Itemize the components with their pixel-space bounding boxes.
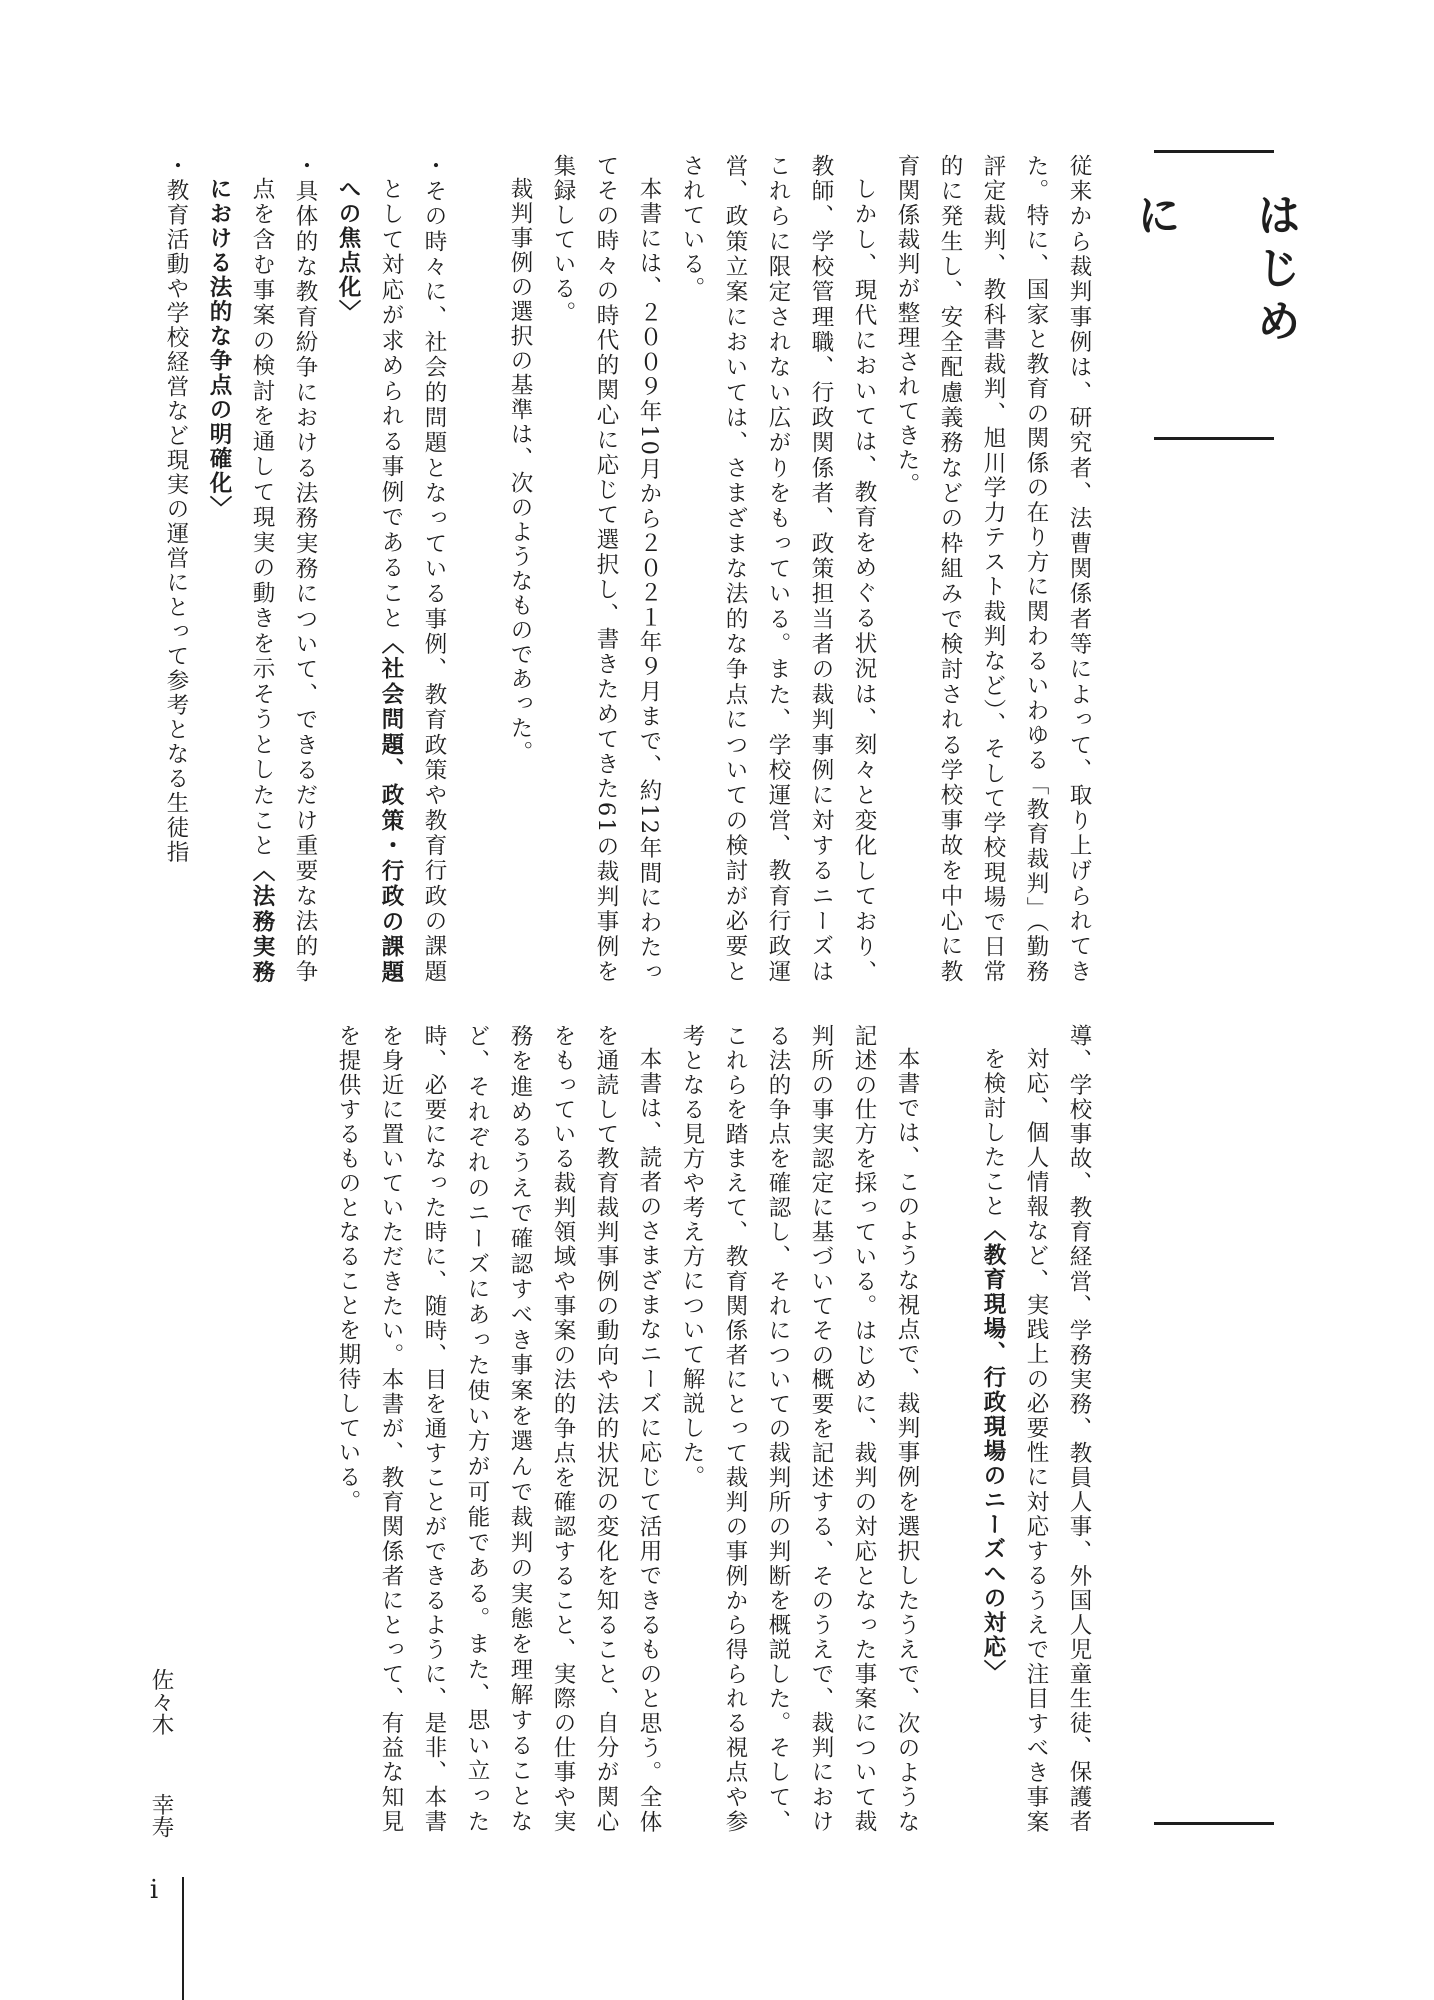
bold-summary: 〈法務実務における法的な争点の明確化〉 xyxy=(206,176,275,985)
upper-text-block xyxy=(142,154,1100,984)
paragraph xyxy=(326,1024,670,1834)
page-number-rule xyxy=(182,1877,184,2000)
paragraph-text: 導、学校事故、教育経営、学務実務、教員人事、外国人児童生徒、保護者対応、個人情報など、実践上の必要性に対応するうえで注目すべき事案を検討したこと xyxy=(980,1024,1092,1834)
title-rule-top xyxy=(1154,150,1274,153)
page-number: i xyxy=(149,1875,159,1905)
bold-summary: 〈社会問題、政策・行政の課題への焦点化〉 xyxy=(335,176,404,985)
paragraph xyxy=(498,154,541,984)
paragraph-text: 本書では、このような視点で、裁判事例を選択したうえで、次のような記述の仕方を採っている。はじめに、裁判の対応となった事案について裁判所の事実認定に基づいてその概要を記述する、そのうえで、裁判における法的争点を確認し、それについての裁判所の判断を概説した。そして、これらを踏まえて、教育関係者にとって裁判の事例から得られる視点や参考となる見方や考え方について解説した。 xyxy=(679,1024,920,1834)
bullet-item xyxy=(154,154,197,984)
paragraph-text: ・教育活動や学校経営など現実の運営にとって参考となる生徒指 xyxy=(163,154,189,865)
paragraph-text: 裁判事例の選択の基準は、次のようなものであった。 xyxy=(507,176,533,765)
paragraph xyxy=(670,1024,928,1834)
bullet-item xyxy=(971,1024,1100,1834)
paragraph-text: 従来から裁判事例は、研究者、法曹関係者等によって、取り上げられてきた。特に、国家と教育の関係の在り方に関わるいわゆる「教育裁判」（勤務評定裁判、教科書裁判、旭川学力テスト裁判など）、そして学校現場で日常的に発生し、安全配慮義務などの枠組みで検討される学校事故を中心に教育関係裁判が整理されてきた。 xyxy=(894,154,1092,984)
footer-rule xyxy=(1154,1822,1274,1825)
blank-line xyxy=(928,1024,971,1834)
paragraph-text: しかし、現代においては、教育をめぐる状況は、刻々と変化しており、教師、学校管理職、行政関係者、政策担当者の裁判事例に対するニーズはこれらに限定されない広がりをもっている。また、学校運営、教育行政運営、政策立案においては、さまざまな法的な争点についての検討が必要とされている。 xyxy=(679,154,877,984)
page-title: はじめに xyxy=(1129,192,1300,351)
bold-summary: 〈教育現場、行政現場のニーズへの対応〉 xyxy=(980,1218,1006,1684)
paragraph-text: 本書には、２００９年10月から２０２１年９月まで、約12年間にわたってその時々の時代的関心に応じて選択し、書きためてきた61の裁判事例を集録している。 xyxy=(550,154,662,984)
bullet-item xyxy=(197,154,326,984)
paragraph-text: ・具体的な教育紛争における法務実務について、できるだけ重要な法的争点を含む事案の検討を通して現実の動きを示そうとしたこと xyxy=(249,154,318,984)
title-rule-bottom xyxy=(1154,437,1274,440)
heading-area xyxy=(1129,150,1300,450)
lower-text-block xyxy=(185,1024,1100,1834)
author-given-name: 幸寿 xyxy=(148,1793,174,1838)
paragraph xyxy=(885,154,1100,984)
author-family-name: 佐々木 xyxy=(148,1668,174,1736)
author-signature xyxy=(141,1668,181,1838)
paragraph xyxy=(541,154,670,984)
bullet-item xyxy=(326,154,455,984)
paragraph-text: ・その時々に、社会的問題となっている事例、教育政策や教育行政の課題として対応が求められる事例であること xyxy=(378,154,447,984)
paragraph-text: 本書は、読者のさまざまなニーズに応じて活用できるものと思う。全体を通読して教育裁判事例の動向や法的状況の変化を知ること、自分が関心をもっている裁判領域や事案の法的争点を確認すること、実際の仕事や実務を進めるうえで確認すべき事案を選んで裁判の実態を理解することなど、それぞれのニーズにあった使い方が可能である。また、思い立った時、必要になった時に、随時、目を通すことができるように、是非、本書を身近に置いていただきたい。本書が、教育関係者にとって、有益な知見を提供するものとなることを期待している。 xyxy=(335,1024,662,1835)
paragraph xyxy=(670,154,885,984)
blank-line xyxy=(455,154,498,984)
